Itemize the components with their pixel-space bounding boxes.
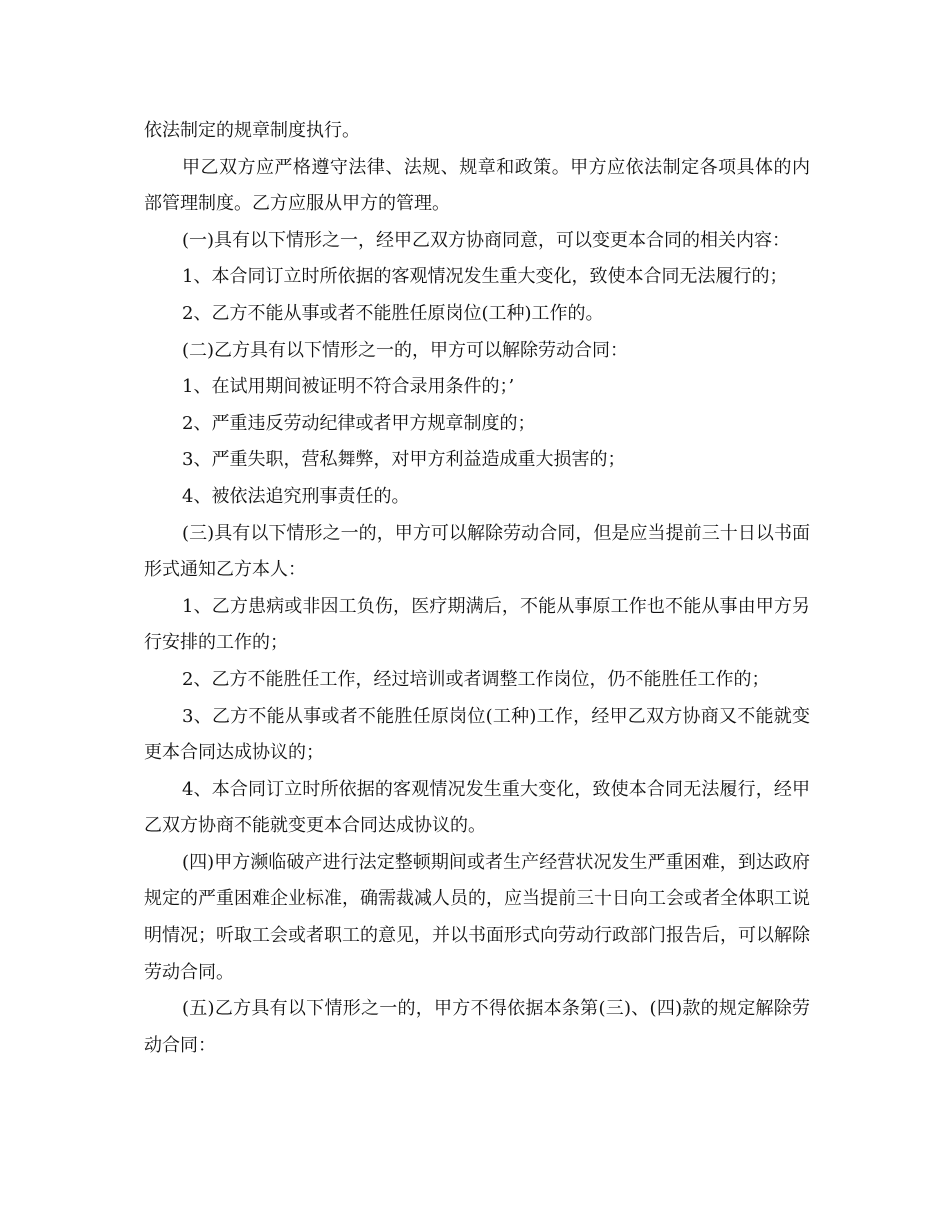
- paragraph-obligations: 甲乙双方应严格遵守法律、法规、规章和政策。甲方应依法制定各项具体的内部管理制度。乙方应服从甲方的管理。: [144, 156, 810, 215]
- clause-1-item-2: 2、乙方不能从事或者不能胜任原岗位(工种)工作的。: [182, 302, 604, 324]
- clause-2-heading: (二)乙方具有以下情形之一的，甲方可以解除劳动合同：: [182, 339, 629, 361]
- clause-2-item-2: 2、严重违反劳动纪律或者甲方规章制度的；: [182, 412, 536, 434]
- clause-1-heading: (一)具有以下情形之一，经甲乙双方协商同意，可以变更本合同的相关内容：: [182, 229, 791, 251]
- clause-2-item-1: 1、在试用期间被证明不符合录用条件的；’: [182, 376, 515, 398]
- clause-1-item-1: 1、本合同订立时所依据的客观情况发生重大变化，致使本合同无法履行的；: [182, 266, 788, 288]
- clause-4-paragraph: (四)甲方濒临破产进行法定整顿期间或者生产经营状况发生严重困难，到达政府规定的严重困难企业标准，确需裁减人员的，应当提前三十日向工会或者全体职工说明情况；听取工会或者职工的意见，并以书面形式向劳动行政部门报告后，可以解除劳动合同。: [144, 851, 810, 983]
- clause-3-item-2: 2、乙方不能胜任工作，经过培训或者调整工作岗位，仍不能胜任工作的；: [182, 668, 770, 690]
- clause-3-heading: (三)具有以下情形之一的，甲方可以解除劳动合同，但是应当提前三十日以书面形式通知乙方本人：: [144, 522, 810, 581]
- contract-text-body: [144, 113, 810, 1064]
- clause-3-item-3: 3、乙方不能从事或者不能胜任原岗位(工种)工作，经甲乙双方协商又不能就变更本合同达成协议的；: [144, 705, 810, 764]
- paragraph-continuation: 依法制定的规章制度执行。: [144, 120, 360, 141]
- clause-2-item-3: 3、严重失职，营私舞弊，对甲方利益造成重大损害的；: [182, 449, 626, 471]
- clause-3-item-4: 4、本合同订立时所依据的客观情况发生重大变化，致使本合同无法履行，经甲乙双方协商不能就变更本合同达成协议的。: [144, 778, 810, 837]
- clause-2-item-4: 4、被依法追究刑事责任的。: [182, 485, 410, 507]
- clause-5-heading: (五)乙方具有以下情形之一的，甲方不得依据本条第(三)、(四)款的规定解除劳动合同：: [144, 998, 810, 1056]
- clause-3-item-1: 1、乙方患病或非因工负伤，医疗期满后，不能从事原工作也不能从事由甲方另行安排的工作的；: [144, 595, 810, 654]
